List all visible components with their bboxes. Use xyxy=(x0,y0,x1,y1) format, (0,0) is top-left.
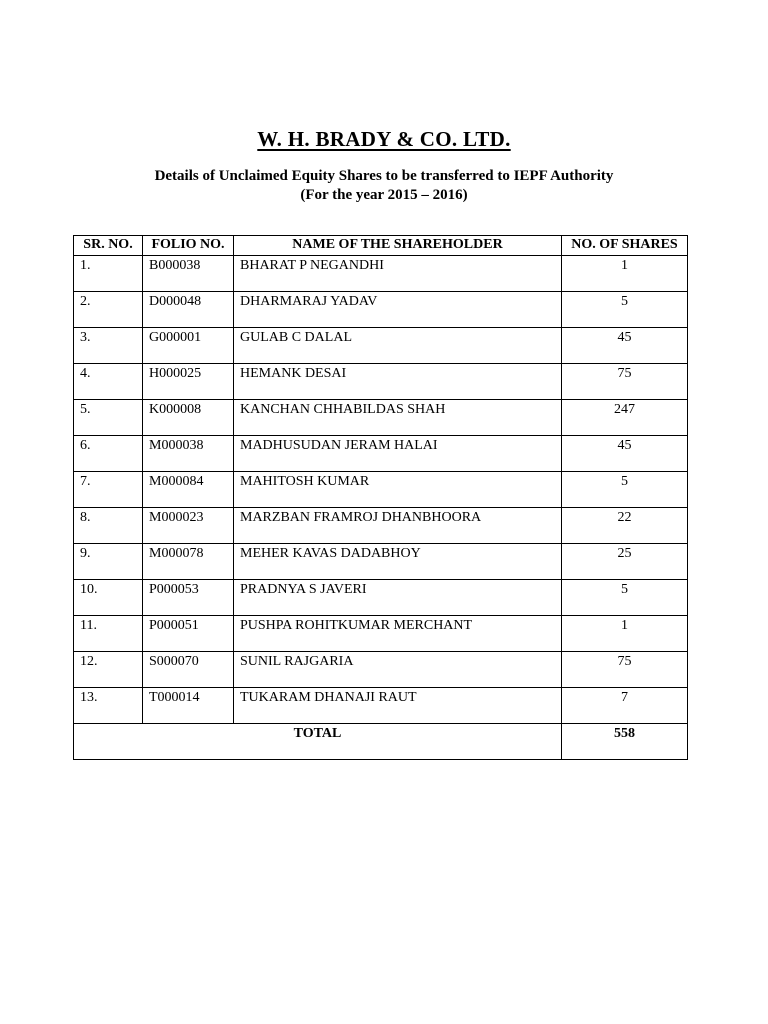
table-header-row xyxy=(74,236,688,256)
folio-no-cell: D000048 xyxy=(143,292,234,328)
total-value: 558 xyxy=(562,724,688,760)
sr-no-cell: 13. xyxy=(74,688,143,724)
table-row xyxy=(74,688,688,724)
table-row xyxy=(74,508,688,544)
shares-count-cell: 247 xyxy=(562,400,688,436)
shares-count-cell: 25 xyxy=(562,544,688,580)
folio-no-cell: M000078 xyxy=(143,544,234,580)
sr-no-cell: 2. xyxy=(74,292,143,328)
shares-count-cell: 1 xyxy=(562,616,688,652)
shares-count-cell: 75 xyxy=(562,652,688,688)
sr-no-cell: 6. xyxy=(74,436,143,472)
folio-no-cell: M000038 xyxy=(143,436,234,472)
shareholder-name-cell: SUNIL RAJGARIA xyxy=(234,652,562,688)
company-title: W. H. BRADY & CO. LTD. xyxy=(257,127,511,151)
folio-no-cell: G000001 xyxy=(143,328,234,364)
sr-no-cell: 5. xyxy=(74,400,143,436)
folio-no-cell: H000025 xyxy=(143,364,234,400)
header-no-of-shares: NO. OF SHARES xyxy=(562,236,688,256)
sr-no-cell: 9. xyxy=(74,544,143,580)
table-row xyxy=(74,400,688,436)
shareholder-name-cell: HEMANK DESAI xyxy=(234,364,562,400)
table-row xyxy=(74,652,688,688)
header-sr-no: SR. NO. xyxy=(74,236,143,256)
shares-count-cell: 5 xyxy=(562,292,688,328)
folio-no-cell: K000008 xyxy=(143,400,234,436)
table-row xyxy=(74,580,688,616)
shares-count-cell: 75 xyxy=(562,364,688,400)
shares-count-cell: 7 xyxy=(562,688,688,724)
table-row xyxy=(74,544,688,580)
shareholder-name-cell: GULAB C DALAL xyxy=(234,328,562,364)
shareholder-name-cell: MADHUSUDAN JERAM HALAI xyxy=(234,436,562,472)
total-label: TOTAL xyxy=(74,724,562,760)
table-row xyxy=(74,328,688,364)
shareholder-name-cell: DHARMARAJ YADAV xyxy=(234,292,562,328)
table-row xyxy=(74,364,688,400)
total-row xyxy=(74,724,688,760)
table-row xyxy=(74,616,688,652)
shares-count-cell: 22 xyxy=(562,508,688,544)
shareholder-name-cell: MEHER KAVAS DADABHOY xyxy=(234,544,562,580)
folio-no-cell: T000014 xyxy=(143,688,234,724)
shareholder-name-cell: BHARAT P NEGANDHI xyxy=(234,256,562,292)
folio-no-cell: M000084 xyxy=(143,472,234,508)
folio-no-cell: M000023 xyxy=(143,508,234,544)
shares-count-cell: 5 xyxy=(562,472,688,508)
sr-no-cell: 7. xyxy=(74,472,143,508)
shares-count-cell: 45 xyxy=(562,328,688,364)
shares-count-cell: 1 xyxy=(562,256,688,292)
folio-no-cell: P000051 xyxy=(143,616,234,652)
sr-no-cell: 11. xyxy=(74,616,143,652)
folio-no-cell: P000053 xyxy=(143,580,234,616)
folio-no-cell: S000070 xyxy=(143,652,234,688)
sr-no-cell: 4. xyxy=(74,364,143,400)
sr-no-cell: 1. xyxy=(74,256,143,292)
sr-no-cell: 8. xyxy=(74,508,143,544)
shareholder-name-cell: KANCHAN CHHABILDAS SHAH xyxy=(234,400,562,436)
table-row xyxy=(74,292,688,328)
shareholder-name-cell: TUKARAM DHANAJI RAUT xyxy=(234,688,562,724)
sr-no-cell: 12. xyxy=(74,652,143,688)
shares-count-cell: 45 xyxy=(562,436,688,472)
header-folio-no: FOLIO NO. xyxy=(143,236,234,256)
sr-no-cell: 3. xyxy=(74,328,143,364)
table-row xyxy=(74,436,688,472)
table-row xyxy=(74,472,688,508)
document-heading: Details of Unclaimed Equity Shares to be transferred to IEPF Authority xyxy=(154,168,614,184)
folio-no-cell: B000038 xyxy=(143,256,234,292)
shareholder-name-cell: MAHITOSH KUMAR xyxy=(234,472,562,508)
shareholder-name-cell: MARZBAN FRAMROJ DHANBHOORA xyxy=(234,508,562,544)
unclaimed-shares-table xyxy=(73,235,688,760)
shareholder-name-cell: PUSHPA ROHITKUMAR MERCHANT xyxy=(234,616,562,652)
shares-count-cell: 5 xyxy=(562,580,688,616)
table-row xyxy=(74,256,688,292)
sr-no-cell: 10. xyxy=(74,580,143,616)
document-subheading: (For the year 2015 – 2016) xyxy=(300,187,468,203)
header-shareholder-name: NAME OF THE SHAREHOLDER xyxy=(234,236,562,256)
shareholder-name-cell: PRADNYA S JAVERI xyxy=(234,580,562,616)
